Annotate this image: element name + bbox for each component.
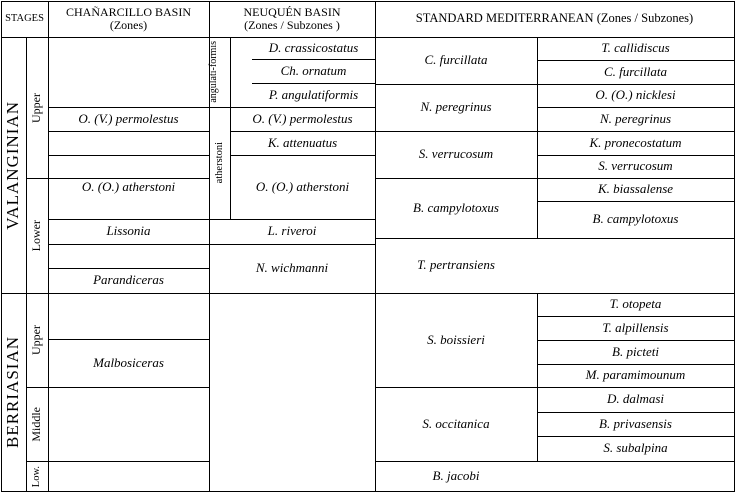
stage-berriasian-cell bbox=[1, 293, 26, 492]
substage-ber-low-cell bbox=[26, 461, 48, 492]
ch-zone-permolestus: O. (V.) permolestus bbox=[78, 110, 179, 126]
ch-zone-parandiceras: Parandiceras bbox=[93, 272, 164, 288]
med-subzone-dalmasi: D. dalmasi bbox=[606, 391, 665, 407]
med-subzone-paramimounum: M. paramimounum bbox=[585, 367, 686, 383]
med-subzone-picteti: B. picteti bbox=[612, 343, 659, 359]
header-chanarcillo-title: CHAÑARCILLO BASIN bbox=[65, 4, 191, 19]
med-zone-campylotoxus: B. campylotoxus bbox=[413, 199, 499, 215]
med-subzone-otopeta: T. otopeta bbox=[609, 296, 662, 312]
med-zone-furcillata: C. furcillata bbox=[424, 52, 488, 68]
substage-val-upper-cell bbox=[26, 37, 48, 178]
substage-ber-middle: Middle bbox=[29, 406, 44, 442]
nq-subzone-permolestus: O. (V.) permolestus bbox=[252, 110, 353, 126]
header-chanarcillo bbox=[48, 1, 209, 37]
ch-line-2 bbox=[48, 131, 209, 132]
header-mediterranean: STANDARD MEDITERRANEAN (Zones / Subzones) bbox=[415, 11, 694, 26]
header-stages: STAGES bbox=[5, 13, 44, 25]
nq-label-atherstoni-cell bbox=[209, 107, 230, 219]
substage-ber-low: Low. bbox=[31, 465, 43, 488]
med-subzone-nicklesi: O. (O.) nicklesi bbox=[595, 87, 676, 103]
med-zone-boissieri: S. boissieri bbox=[427, 331, 485, 347]
nq-label-angulatiformis-cell bbox=[209, 37, 230, 107]
med-zone-occitanica: S. occitanica bbox=[422, 415, 490, 431]
med-subzone-biassalense: K. biassalense bbox=[597, 181, 674, 197]
ch-zone-lissonia: Lissonia bbox=[106, 223, 151, 239]
nq-label-atherstoni: atherstoni bbox=[213, 142, 225, 184]
med-zone-jacobi: B. jacobi bbox=[432, 468, 480, 484]
ch-line-5 bbox=[48, 244, 209, 245]
med-subzone-privasensis: B. privasensis bbox=[599, 415, 672, 431]
nq-subzone-attenuatus: K. attenuatus bbox=[267, 134, 338, 150]
ch-zone-malbosiceras: Malbosiceras bbox=[93, 354, 164, 370]
med-subzone-callidiscus: T. callidiscus bbox=[601, 40, 670, 56]
nq-subzone-crassicostatus: D. crassicostatus bbox=[268, 39, 359, 55]
med-subzone-subalpina: S. subalpina bbox=[603, 440, 668, 456]
nq-subzone-ornatum: Ch. ornatum bbox=[280, 62, 347, 78]
med-subzone-verrucosum: S. verrucosum bbox=[598, 158, 673, 174]
med-zone-peregrinus: N. peregrinus bbox=[420, 99, 492, 115]
ber-upper-middle-line bbox=[26, 387, 209, 388]
med-subzone-furcillata: C. furcillata bbox=[603, 63, 668, 79]
med-subzone-alpillensis: T. alpillensis bbox=[602, 319, 669, 335]
border-right bbox=[734, 1, 735, 492]
med-zone-pertransiens: T. pertransiens bbox=[417, 257, 495, 273]
stage-valanginian-cell bbox=[1, 37, 26, 293]
substage-val-lower: Lower bbox=[29, 219, 44, 252]
nq-subzone-angulatiformis: P. angulatiformis bbox=[268, 86, 359, 102]
substage-ber-upper-cell bbox=[26, 293, 48, 387]
header-neuquen-sub: (Zones / Subzones ) bbox=[244, 18, 340, 32]
ber-middle-low-line bbox=[26, 461, 209, 462]
header-neuquen-title: NEUQUÉN BASIN bbox=[243, 4, 341, 19]
nq-subzone-atherstoni: O. (O.) atherstoni bbox=[255, 178, 350, 194]
stage-valanginian: VALANGINIAN bbox=[3, 100, 23, 230]
nq-zone-riveroi: L. riveroi bbox=[267, 223, 317, 239]
ch-zone-atherstoni: O. (O.) atherstoni bbox=[81, 178, 176, 194]
border-bottom bbox=[1, 491, 735, 492]
med-subzone-campylotoxus: B. campylotoxus bbox=[592, 211, 679, 227]
stage-berriasian: BERRIASIAN bbox=[3, 336, 23, 449]
nq-zone-wichmanni: N. wichmanni bbox=[255, 260, 329, 276]
med-subzone-peregrinus: N. peregrinus bbox=[599, 110, 672, 126]
med-subzone-pronecostatum: K. pronecostatum bbox=[589, 134, 682, 150]
nq-sub-line-angulati bbox=[230, 37, 231, 107]
substage-val-lower-cell bbox=[26, 178, 48, 293]
substage-val-upper: Upper bbox=[29, 92, 44, 123]
header-chanarcillo-sub: (Zones) bbox=[109, 18, 148, 32]
header-neuquen bbox=[209, 1, 375, 37]
substage-ber-upper: Upper bbox=[29, 325, 44, 355]
med-zone-verrucosum: S. verrucosum bbox=[418, 146, 494, 162]
substage-ber-middle-cell bbox=[26, 387, 48, 461]
col-line-stages bbox=[48, 1, 49, 492]
nq-label-angulatiformis: angulati-formis bbox=[208, 41, 219, 103]
